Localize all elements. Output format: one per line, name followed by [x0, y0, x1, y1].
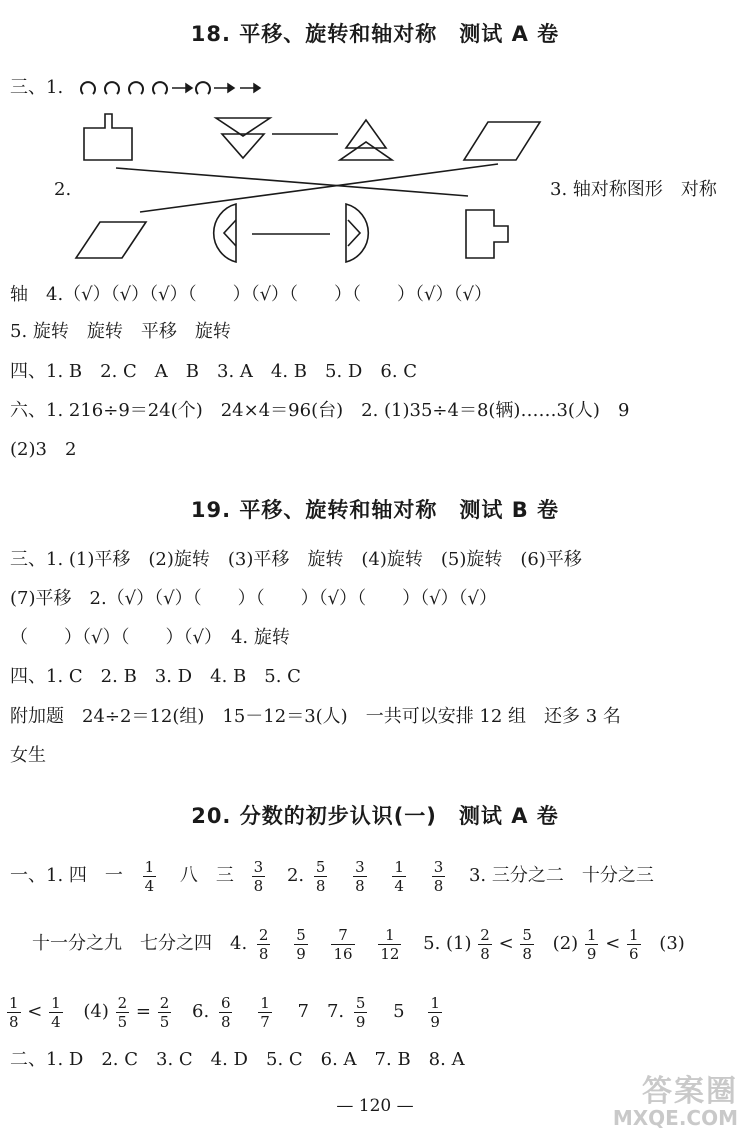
- fraction: $\frac{7}{16}$: [333, 925, 353, 963]
- fraction: $\frac{3}{8}$: [433, 857, 444, 895]
- sec18-line2-label: 2.: [54, 179, 72, 200]
- sec18-line5: 四、1. B 2. C A B 3. A 4. B 5. D 6. C: [10, 361, 418, 382]
- sec18-figure: [0, 0, 750, 280]
- fraction: $\frac{1}{4}$: [394, 857, 404, 895]
- sec18-line6: 六、1. 216÷9＝24(个) 24×4＝96(台) 2. (1)35÷4＝8(辆)……3(人) 9: [10, 400, 630, 421]
- bottom-half-circle-left: [214, 204, 236, 262]
- sec20-row1: [10, 854, 654, 898]
- sec19-line6: 女生: [10, 745, 46, 766]
- fraction: $\frac{5}{9}$: [296, 925, 306, 963]
- bottom-parallelogram: [76, 222, 146, 258]
- bottom-half-circle-right: [346, 204, 368, 262]
- fraction: $\frac{3}{8}$: [355, 857, 365, 895]
- sec19-line5: 附加题 24÷2＝12(组) 15－12＝3(人) 一共可以安排 12 组 还多 3 名: [10, 706, 621, 727]
- fraction: $\frac{1}{4}$: [51, 993, 61, 1031]
- page-number: — 120 —: [336, 1096, 414, 1116]
- match-line-cross-2: [140, 164, 498, 212]
- sec20-row1-text4: 3. 三分之二 十分之三: [468, 865, 654, 886]
- arrow-sequence: [172, 84, 260, 92]
- sec20-row4: 二、1. D 2. C 3. C 4. D 5. C 6. A 7. B 8. A: [10, 1049, 465, 1070]
- section-20-title: 20. 分数的初步认识(一) 测试 A 卷: [191, 804, 559, 828]
- fraction: $\frac{1}{6}$: [629, 925, 639, 963]
- sec20-row1-text1: 一、1. 四 一: [10, 865, 123, 886]
- watermark-text: 答案圈: [642, 1074, 738, 1109]
- fraction: $\frac{1}{9}$: [430, 993, 440, 1031]
- less-than-sign: <: [27, 1001, 43, 1022]
- fraction: $\frac{1}{8}$: [9, 993, 19, 1031]
- fraction: $\frac{1}{12}$: [380, 925, 400, 963]
- sec20-row3-text1: (4): [83, 1001, 109, 1022]
- less-than-sign: <: [498, 933, 514, 954]
- sec18-line7: (2)3 2: [10, 439, 77, 460]
- sec20-row2-text3: (2): [552, 933, 579, 954]
- arc-icon-1: [81, 82, 95, 94]
- sec20-row2-text2: 5. (1): [423, 933, 472, 954]
- section-18-title: 18. 平移、旋转和轴对称 测试 A 卷: [190, 22, 560, 46]
- sec20-row2: [32, 922, 685, 966]
- top-parallelogram: [464, 122, 540, 160]
- watermark-logo: [613, 1066, 738, 1130]
- fraction: $\frac{5}{8}$: [522, 925, 532, 963]
- bottom-house-shape: [466, 210, 508, 258]
- top-triangle-pair: [216, 118, 270, 158]
- top-triangle-stack: [340, 120, 392, 160]
- fraction: $\frac{2}{5}$: [117, 993, 128, 1031]
- fraction: $\frac{6}{8}$: [220, 993, 231, 1031]
- sec19-line1: 三、1. (1)平移 (2)旋转 (3)平移 旋转 (4)旋转 (5)旋转 (6)平移: [10, 549, 582, 570]
- fraction: $\frac{5}{8}$: [315, 857, 326, 895]
- fraction: $\frac{2}{5}$: [159, 993, 170, 1031]
- sec20-row2-text1: 十一分之九 七分之四 4.: [32, 933, 248, 954]
- arc-icon-2: [105, 82, 119, 94]
- sec20-row3-text4: 5: [393, 1001, 405, 1022]
- top-house-shape: [84, 114, 132, 160]
- fraction: $\frac{2}{8}$: [480, 925, 490, 963]
- sec20-row3-text2: 6.: [192, 1001, 210, 1022]
- arc-icon-3: [129, 82, 143, 94]
- arc-icon-4: [153, 82, 167, 94]
- sec20-row1-text2: 八 三: [179, 865, 234, 886]
- sec20-row1-text3: 2.: [286, 865, 305, 886]
- sec19-line4: 四、1. C 2. B 3. D 4. B 5. C: [10, 666, 301, 687]
- equals-sign: =: [135, 1001, 151, 1022]
- less-than-sign: <: [605, 933, 621, 954]
- fraction: $\frac{5}{9}$: [355, 993, 366, 1031]
- sec20-row2-text4: (3): [659, 933, 685, 954]
- sec19-line3: （ ）（√）（ ）（√） 4. 旋转: [10, 627, 290, 648]
- sec18-line2-right: 3. 轴对称图形 对称: [550, 179, 717, 200]
- fraction: $\frac{1}{4}$: [144, 857, 155, 895]
- fraction: $\frac{2}{8}$: [258, 925, 269, 963]
- watermark-url: MXQE.COM: [612, 1106, 738, 1130]
- sec20-row3-text3: 7 7.: [297, 1001, 345, 1022]
- sec18-line3: 轴 4.（√）（√）（√）（ ）（√）（ ）（ ）（√）（√）: [10, 284, 492, 305]
- fraction: $\frac{1}{7}$: [260, 993, 270, 1031]
- sec19-line2: (7)平移 2.（√）（√）（ ）（ ）（√）（ ）（√）（√）: [10, 588, 498, 609]
- section-19-title: 19. 平移、旋转和轴对称 测试 B 卷: [190, 498, 560, 522]
- fraction: $\frac{3}{8}$: [253, 857, 264, 895]
- sec18-line4: 5. 旋转 旋转 平移 旋转: [10, 321, 231, 342]
- sec18-line1-prefix: 三、1.: [10, 77, 64, 98]
- arc-icon-5: [196, 82, 210, 94]
- sec20-row3: [6, 990, 446, 1034]
- fraction: $\frac{1}{9}$: [586, 925, 597, 963]
